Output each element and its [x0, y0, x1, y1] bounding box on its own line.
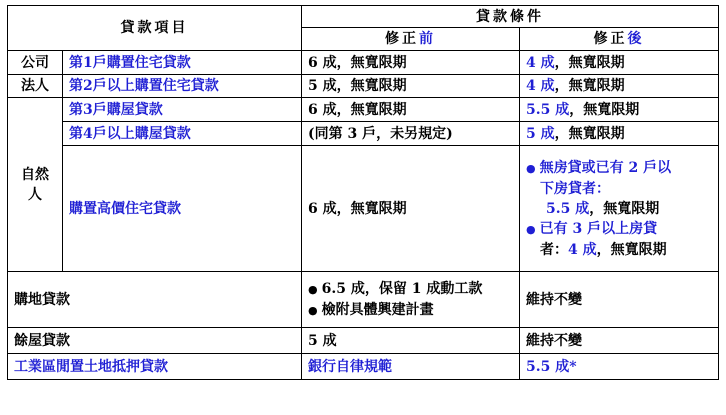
row-after-value: 5 成: [526, 125, 555, 142]
header-after-prefix: 修正: [593, 31, 628, 47]
row-item: 購地貸款: [8, 272, 302, 328]
luxury-bullet1-line1: ● 無房貸或已有 2 戶以: [526, 158, 712, 179]
header-row: [8, 6, 719, 28]
luxury-bullet2-value: 4 成: [568, 241, 597, 258]
row-after: [520, 75, 719, 98]
row-item: 第2戶以上購置住宅貸款: [63, 75, 302, 98]
table-row: [8, 75, 719, 98]
row-after-value: 5.5 成: [526, 101, 570, 118]
luxury-bullet1-line3: [526, 199, 712, 219]
row-before: 6 成，無寬限期: [302, 51, 520, 75]
row-after: [520, 51, 719, 75]
header-before: [302, 28, 520, 51]
group-corporate-line2: 法人: [8, 75, 63, 98]
group-natural-person: [8, 98, 63, 272]
row-before: 6 成，無寬限期: [302, 146, 520, 272]
header-loan-conditions: 貸款條件: [302, 6, 719, 28]
luxury-bullet2-line1: ● 已有 3 戶以上房貸: [526, 219, 712, 240]
header-loan-item: 貸款項目: [8, 6, 302, 51]
group-corporate-line1: 公司: [8, 51, 63, 75]
row-after-value: 4 成: [526, 54, 555, 71]
table-row: [8, 354, 719, 380]
row-after: 維持不變: [520, 272, 719, 328]
row-before-land: [302, 272, 520, 328]
row-item: 工業區閒置土地抵押貸款: [8, 354, 302, 380]
row-after: 5.5 成*: [520, 354, 719, 380]
row-after: [520, 122, 719, 146]
row-before: 5 成，無寬限期: [302, 75, 520, 98]
row-after: [520, 98, 719, 122]
row-item: 購置高價住宅貸款: [63, 146, 302, 272]
table-row: [8, 122, 719, 146]
row-before: 銀行自律規範: [302, 354, 520, 380]
table-row-luxury: [8, 146, 719, 272]
luxury-bullet2-rest: ，無寬限期: [596, 241, 667, 258]
table-row: [8, 98, 719, 122]
table-row-land: [8, 272, 719, 328]
row-after-luxury: [520, 146, 719, 272]
loan-conditions-table: [7, 5, 719, 380]
row-after-rest: ，無寬限期: [554, 78, 625, 94]
row-item: 第4戶以上購屋貸款: [63, 122, 302, 146]
land-before-bullet2: ● 檢附具體興建計畫: [308, 300, 513, 321]
group-natural-line2: 人: [28, 186, 42, 203]
row-after-rest: ，無寬限期: [554, 125, 625, 142]
luxury-bullet1-line2: 下房貸者：: [540, 180, 610, 197]
luxury-bullet2-line2: [526, 240, 712, 260]
row-after-rest: ，無寬限期: [569, 101, 640, 118]
table-row: [8, 328, 719, 354]
header-after-suffix: 後: [627, 31, 645, 47]
row-after: 維持不變: [520, 328, 719, 354]
header-before-prefix: 修正: [385, 31, 419, 47]
row-before: 6 成，無寬限期: [302, 98, 520, 122]
row-after-value: 4 成: [526, 78, 555, 94]
header-after: [520, 28, 719, 51]
row-before: 5 成: [302, 328, 520, 354]
table-row: [8, 51, 719, 75]
header-before-suffix: 前: [419, 31, 436, 47]
group-natural-line1: 自然: [21, 166, 49, 183]
luxury-bullet1-rest: ，無寬限期: [589, 200, 660, 217]
luxury-bullet2-prefix: 者：: [540, 241, 568, 258]
row-item: 第3戶購屋貸款: [63, 98, 302, 122]
row-item: 第1戶購置住宅貸款: [63, 51, 302, 75]
row-after-rest: ，無寬限期: [554, 54, 625, 71]
land-before-bullet1: ● 6.5 成，保留 1 成動工款: [308, 279, 513, 300]
luxury-bullet1-value: 5.5 成: [546, 200, 590, 217]
row-before: (同第 3 戶，未另規定): [302, 122, 520, 146]
row-item: 餘屋貸款: [8, 328, 302, 354]
